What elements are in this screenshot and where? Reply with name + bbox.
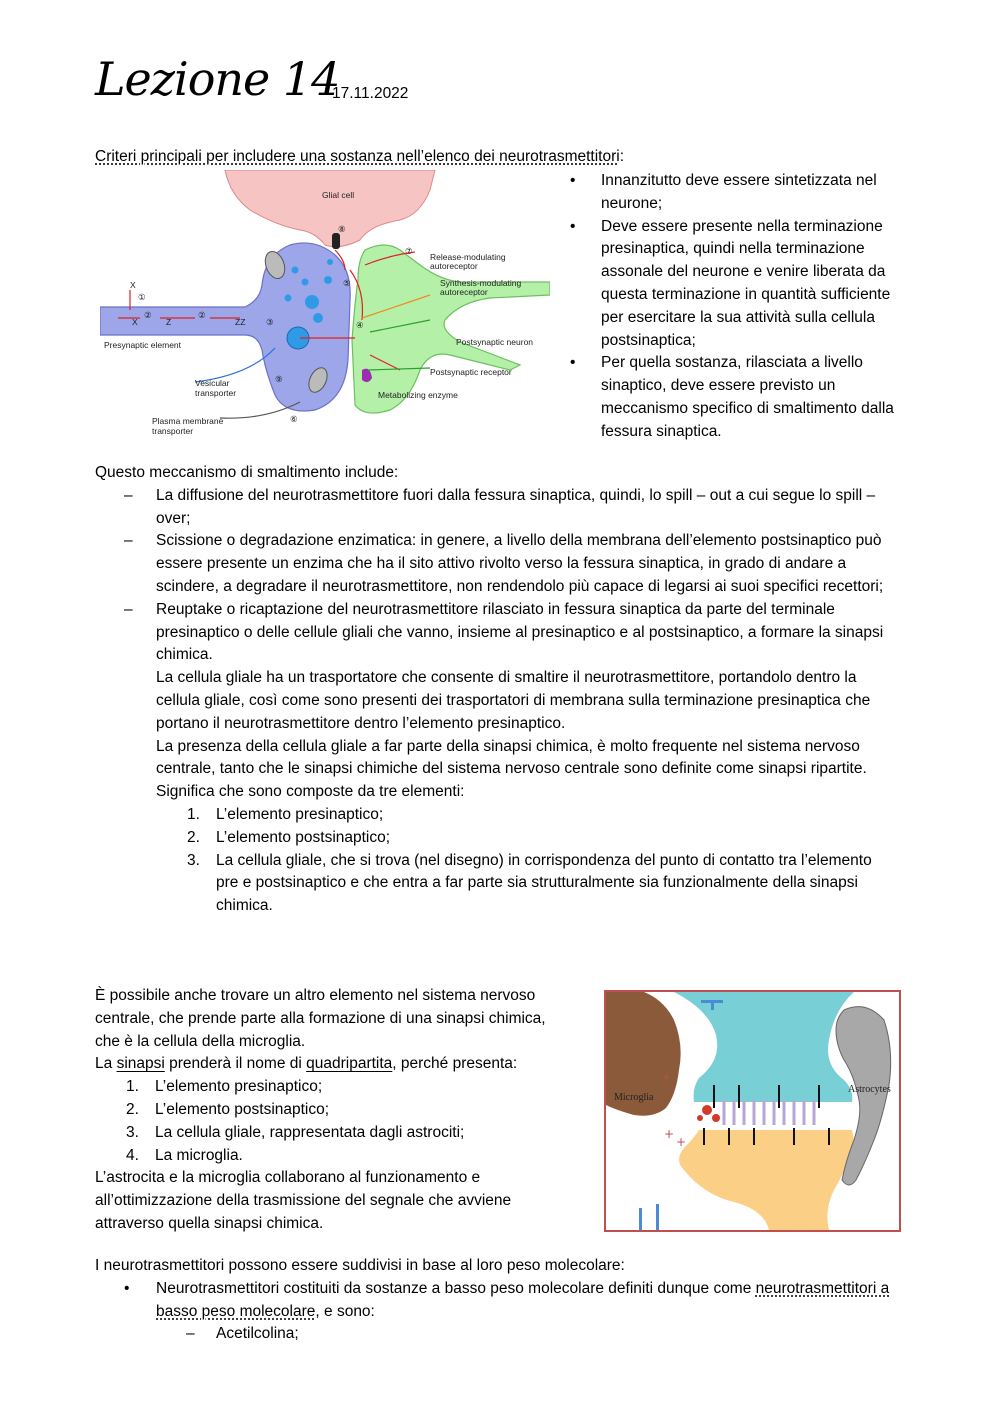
quadripartite-p1: È possibile anche trovare un altro elemento nel sistema nervoso centrale, che prende parte alla formazione di una sinapsi chimica, che è la cellula della microglia. (95, 987, 546, 1050)
text-run: Neurotrasmettitori costituiti da sostanze a basso peso molecolare definiti dunque come (156, 1279, 756, 1297)
reuptake-p3: La presenza della cellula gliale a far parte della sinapsi chimica, è molto frequente nel sistema nervoso centrale, tanto che le sinapsi chimiche del sistema nervoso centrale sono definite come sinapsi ripartite. (156, 737, 867, 778)
page-title: Lezione 14 (95, 52, 340, 106)
classification-list (95, 1278, 905, 1346)
label-n9: ⑨ (275, 374, 283, 384)
label-presynaptic: Presynaptic element (104, 340, 182, 350)
item-text: L’elemento postsinaptico; (155, 1100, 330, 1118)
classification-section (95, 1255, 905, 1346)
label-n5: ⑤ (343, 278, 351, 288)
item-text: L’elemento presinaptico; (216, 805, 384, 823)
label-postsynaptic-receptor: Postsynaptic receptor (430, 367, 512, 377)
label-metabolizing-enzyme: Metabolizing enzyme (378, 390, 458, 400)
item-number: 1. (126, 1078, 139, 1096)
label-n8: ⑧ (338, 224, 346, 234)
label-release-mod: Release-modulating (430, 252, 506, 262)
quadripartite-p3: L’astrocita e la microglia collaborano al funzionamento e all’ottimizzazione della trasmissione del segnale che avviene attraverso quella sinapsi chimica. (95, 1169, 512, 1232)
label-n6: ⑥ (290, 414, 298, 424)
label-plasma-2: transporter (152, 426, 194, 436)
intro-line (95, 148, 624, 166)
sinapsi-term: sinapsi (116, 1055, 165, 1073)
svg-text:+: + (664, 1127, 675, 1141)
item-number: 4. (126, 1146, 139, 1164)
label-n7: ⑦ (405, 246, 413, 256)
quadripartite-diagram (604, 990, 901, 1232)
reuptake-p4: Significa che sono composte da tre elementi: (156, 783, 465, 801)
text-run: La (95, 1055, 117, 1073)
quadripartite-p2 (95, 1053, 565, 1076)
label-n1: ① (138, 292, 146, 302)
svg-text:+: + (662, 1072, 671, 1083)
low-weight-term: neurotrasmettitori a basso peso molecolare (156, 1279, 890, 1320)
intro-suffix: : (619, 148, 624, 165)
tripartite-item (156, 850, 895, 918)
item-number: 2. (126, 1100, 139, 1118)
item-text: L’elemento postsinaptico; (216, 828, 391, 846)
quadripartite-item (95, 1076, 565, 1099)
item-number: 2. (187, 828, 200, 846)
intro-text: Criteri principali per includere una sostanza nell’elenco dei neurotrasmettitori (95, 148, 620, 165)
quadripartite-list (95, 1076, 565, 1167)
item-number: 1. (187, 805, 200, 823)
label-postsynaptic-neuron: Postsynaptic neuron (456, 337, 534, 347)
criteria-item: • Deve essere presente nella terminazione presinaptica, quindi nella terminazione assonale del neurone e venire liberata da questa terminazione in quantità sufficiente per esercitare la sua attività sulla cellula postsinaptica; (570, 216, 910, 353)
label-vesicular-2: transporter (195, 388, 237, 398)
label-n3: ③ (266, 317, 274, 327)
tripartite-list (156, 804, 895, 918)
item-text: La microglia. (155, 1146, 243, 1164)
classification-heading: I neurotrasmettitori possono essere suddivisi in base al loro peso molecolare: (95, 1257, 625, 1274)
synapse-diagram (100, 170, 550, 442)
disposal-item-reuptake (95, 599, 895, 918)
quadripartite-item (95, 1122, 565, 1145)
text-run: , perché presenta: (392, 1055, 518, 1073)
quadripartite-item (95, 1145, 565, 1168)
label-microglia: Microglia (614, 1092, 654, 1103)
label-astrocytes: Astrocytes (848, 1084, 891, 1095)
svg-text:+: + (676, 1135, 687, 1149)
text-run: prenderà il nome di (164, 1055, 307, 1073)
disposal-heading: Questo meccanismo di smaltimento include: (95, 464, 399, 481)
tripartite-item (156, 804, 895, 827)
sublist-item: – Acetilcolina; (156, 1323, 905, 1346)
disposal-list (95, 485, 895, 918)
low-weight-sublist (156, 1323, 905, 1346)
label-x2: X (132, 317, 138, 327)
label-plasma: Plasma membrane (152, 416, 224, 426)
glial-cell-shape (225, 170, 435, 247)
item-text: La cellula gliale, rappresentata dagli astrociti; (155, 1123, 465, 1141)
label-z: Z (166, 317, 172, 327)
quadripartita-term: quadripartita (306, 1055, 393, 1073)
tripartite-item (156, 827, 895, 850)
reuptake-p2: La cellula gliale ha un trasportatore che consente di smaltire il neurotrasmettitore, portandolo dentro la cellula gliale, così come sono presenti dei trasportatori di membrana sulla terminazione presinaptica che portano il neurotrasmettitore dentro l’elemento presinaptico. (156, 669, 871, 732)
item-text: La cellula gliale, che si trova (nel disegno) in corrispondenza del punto di contatto tra l’elemento pre e postsinaptico e che entra a far parte sia strutturalmente sia funzionalmente della sinapsi chimica. (216, 851, 872, 915)
label-x1: X (130, 280, 136, 290)
label-release-mod-2: autoreceptor (430, 261, 478, 271)
low-weight-item (95, 1278, 905, 1346)
item-text: L’elemento presinaptico; (155, 1078, 323, 1096)
disposal-section (95, 462, 895, 918)
label-vesicular: Vesicular (195, 378, 230, 388)
disposal-item-enzymatic: – Scissione o degradazione enzimatica: in genere, a livello della membrana dell’elemento postsinaptico può essere presente un enzima che ha il sito attivo rivolto verso la fessura sinaptica, in grado di andare a scindere, a degradare il neurotrasmettitore, non rendendolo più capace di legarsi ai suoi specifici recettori; (95, 530, 895, 598)
quadripartite-item (95, 1099, 565, 1122)
label-glial-cell: Glial cell (322, 190, 355, 200)
criteria-item: • Per quella sostanza, rilasciata a livello sinaptico, deve essere previsto un meccanismo specifico di smaltimento dalla fessura sinaptica. (570, 352, 910, 443)
reuptake-p1: – Reuptake o ricaptazione del neurotrasmettitore rilasciato in fessura sinaptica da parte del terminale presinaptico o delle cellule gliali che vanno, insieme al presinaptico e al postsinaptico, a formare la sinapsi chimica. (156, 600, 884, 664)
disposal-item-diffusion: – La diffusione del neurotrasmettitore fuori dalla fessura sinaptica, quindi, lo spill – out a cui segue lo spill – over; (95, 485, 895, 531)
criteria-item: • Innanzitutto deve essere sintetizzata nel neurone; (570, 170, 910, 216)
label-synth-mod: Synthesis-modulating (440, 278, 522, 288)
label-zz: ZZ (235, 317, 246, 327)
label-n2b: ② (198, 310, 206, 320)
label-synth-mod-2: autoreceptor (440, 287, 488, 297)
text-run: , e sono: (315, 1302, 375, 1320)
item-number: 3. (187, 851, 200, 869)
label-n4: ④ (356, 320, 364, 330)
item-number: 3. (126, 1123, 139, 1141)
criteria-list (570, 170, 910, 444)
label-n2a: ② (144, 310, 152, 320)
lesson-date: 17.11.2022 (332, 85, 409, 102)
quadripartite-section (95, 985, 565, 1236)
